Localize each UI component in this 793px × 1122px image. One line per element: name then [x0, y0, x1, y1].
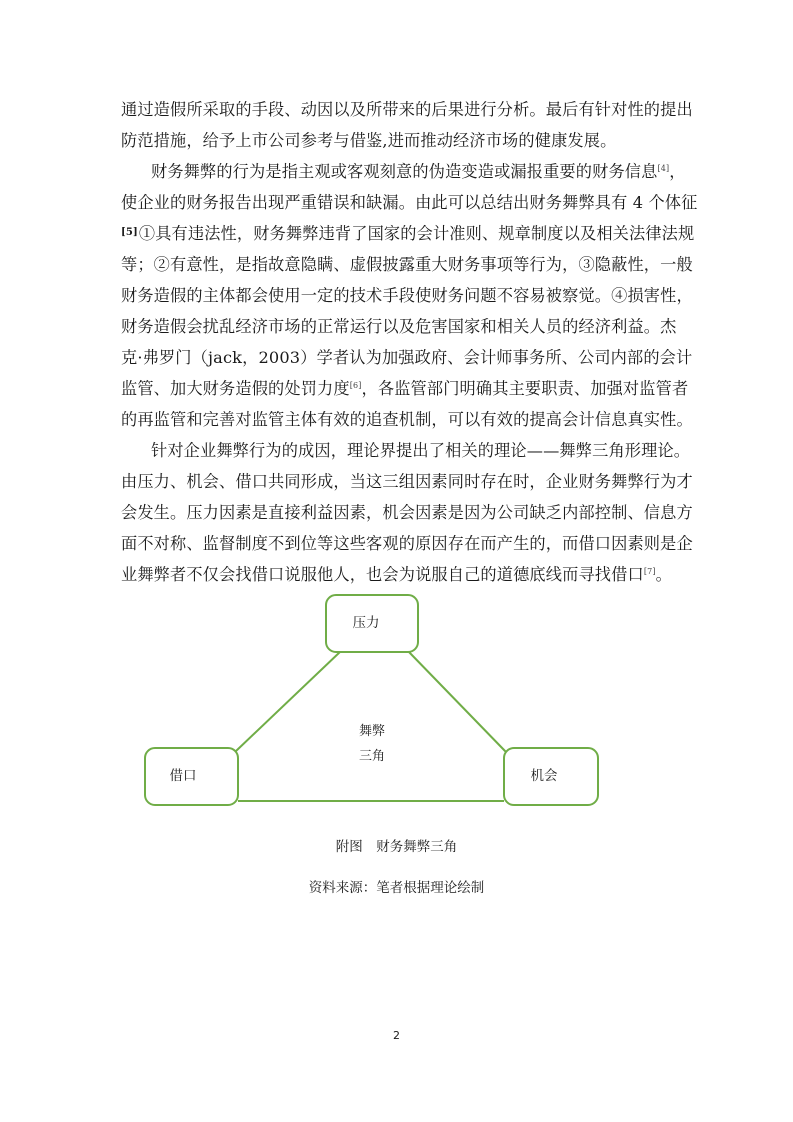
body-line-15: 面不对称、监督制度不到位等这些客观的原因存在而产生的，而借口因素则是企: [121, 534, 693, 553]
body-line-11: 的再监管和完善对监管主体有效的追查机制，可以有效的提高会计信息真实性。: [121, 410, 693, 429]
node-opportunity-label: 机会: [530, 768, 558, 784]
body-line-5: [5]①具有违法性，财务舞弊违背了国家的会计准则、规章制度以及相关法律法规: [121, 224, 695, 243]
body-line-12: 针对企业舞弊行为的成因，理论界提出了相关的理论——舞弊三角形理论。: [151, 441, 691, 460]
body-line-1: 通过造假所采取的手段、动因以及所带来的后果进行分析。最后有针对性的提出: [121, 100, 693, 119]
citation-5: [5]: [121, 227, 138, 238]
edge-left: [236, 651, 341, 751]
body-line-13: 由压力、机会、借口共同形成，当这三组因素同时存在时，企业财务舞弊行为才: [121, 472, 693, 491]
node-pressure-label: 压力: [352, 615, 380, 631]
figure-source: 资料来源：笔者根据理论绘制: [308, 880, 485, 896]
citation-4: [4]: [657, 164, 670, 173]
body-line-3: 财务舞弊的行为是指主观或客观刻意的伪造变造或漏报重要的财务信息[4]，: [151, 162, 686, 181]
page-number: 2: [393, 1029, 400, 1042]
center-label-line1: 舞弊: [358, 724, 386, 739]
body-line-6: 等；②有意性，是指故意隐瞒、虚假披露重大财务事项等行为，③隐蔽性，一般: [121, 255, 693, 274]
node-rationalization-label: 借口: [169, 768, 197, 784]
edge-right: [408, 651, 506, 752]
body-line-10: 监管、加大财务造假的处罚力度[6]，各监管部门明确其主要职责、加强对监管者: [121, 379, 689, 398]
body-line-8: 财务造假会扰乱经济市场的正常运行以及危害国家和相关人员的经济利益。杰: [121, 317, 677, 336]
body-line-9: 克·弗罗门（jack，2003）学者认为加强政府、会计师事务所、公司内部的会计: [121, 348, 693, 367]
citation-7: [7]: [643, 567, 656, 576]
figure-caption: 附图 财务舞弊三角: [335, 839, 458, 855]
body-line-14: 会发生。压力因素是直接利益因素，机会因素是因为公司缺乏内部控制、信息方: [121, 503, 693, 522]
body-line-16: 业舞弊者不仅会找借口说服他人，也会为说服自己的道德底线而寻找借口[7]。: [121, 565, 672, 584]
body-line-2: 防范措施，给予上市公司参考与借鉴,进而推动经济市场的健康发展。: [121, 131, 617, 150]
body-line-7: 财务造假的主体都会使用一定的技术手段使财务问题不容易被察觉。④损害性，: [121, 286, 693, 305]
body-line-4: 使企业的财务报告出现严重错误和缺漏。由此可以总结出财务舞弊具有 4 个体征: [121, 193, 698, 212]
center-label-line2: 三角: [358, 749, 386, 764]
citation-6: [6]: [349, 381, 362, 390]
